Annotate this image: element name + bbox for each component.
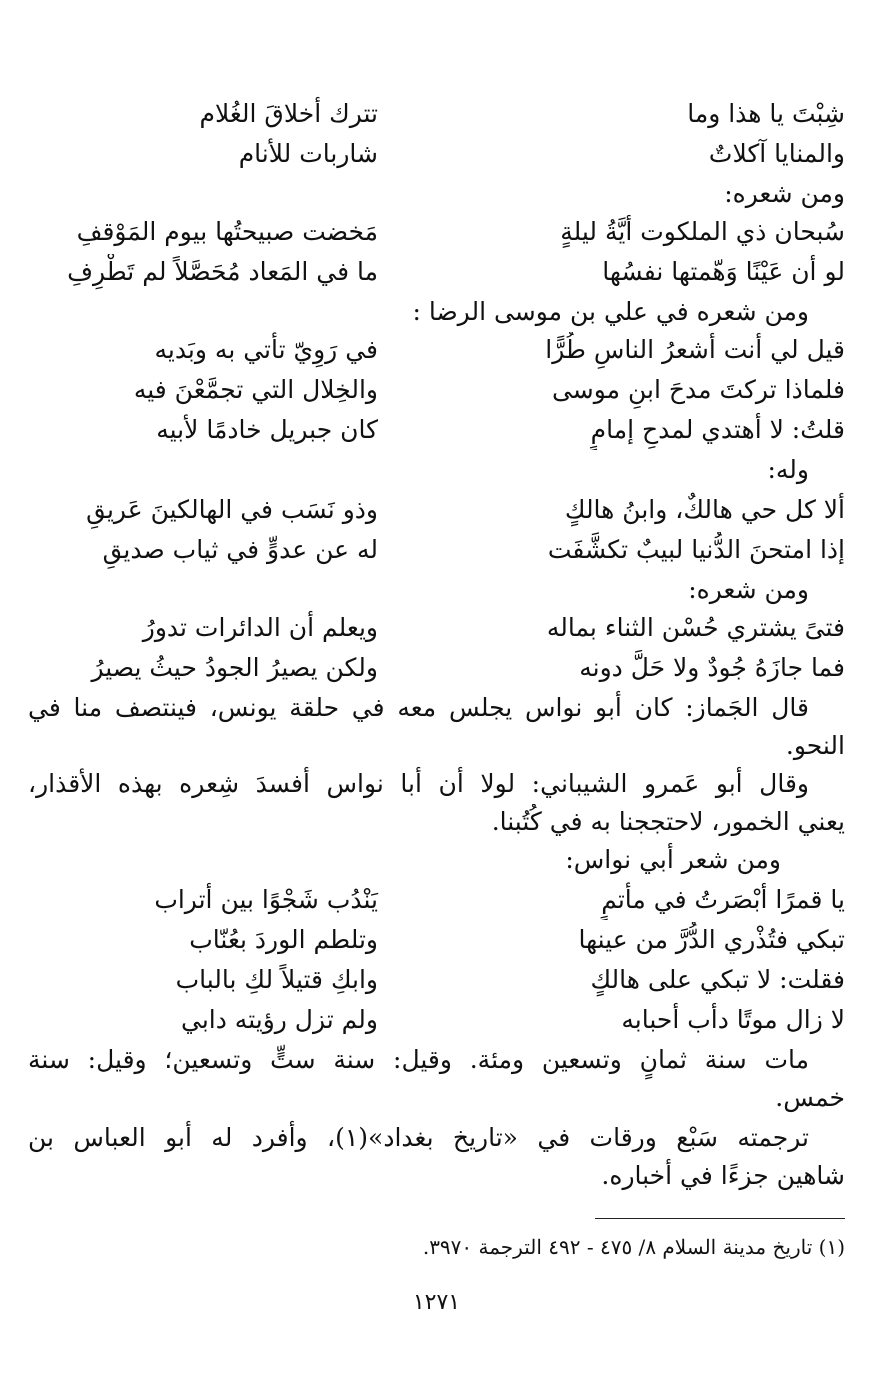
poem3-verse-3 bbox=[28, 412, 845, 450]
hemistich: لو أن عَيْنًا وَهّمتها نفسُها bbox=[602, 257, 845, 286]
hemistich: فما جازَهُ جُودٌ ولا حَلَّ دونه bbox=[579, 653, 845, 682]
hemistich: والخِلال التي تجمَّعْنَ فيه bbox=[133, 375, 378, 404]
hemistich: فلماذا تركتَ مدحَ ابنِ موسى bbox=[551, 375, 845, 404]
hemistich: شِبْتَ يا هذا وما bbox=[687, 99, 845, 128]
hemistich: ألا كل حي هالكٌ، وابنُ هالكٍ bbox=[564, 495, 845, 524]
hemistich: شاربات للأنام bbox=[238, 139, 378, 168]
hemistich: يَنْدُب شَجْوًا بين أتراب bbox=[154, 885, 378, 914]
poem6-verse-4 bbox=[28, 1002, 845, 1040]
paragraph-line: خمس. bbox=[775, 1083, 845, 1112]
hemistich: والمنايا آكلاتٌ bbox=[708, 139, 845, 168]
hemistich: وتلطم الوردَ بعُنّاب bbox=[189, 925, 378, 954]
paragraph-line: وقال أبو عَمرو الشيباني: لولا أن أبا نواس أفسدَ شِعره بهذه الأقذار، bbox=[28, 769, 809, 798]
poem2-verse-1 bbox=[28, 214, 845, 252]
poem3-verse-2 bbox=[28, 372, 845, 410]
hemistich: فقلت: لا تبكي على هالكٍ bbox=[590, 965, 845, 994]
paragraph-line: ترجمته سَبْع ورقات في «تاريخ بغداد»(١)، وأفرد له أبو العباس بن bbox=[28, 1123, 809, 1152]
hemistich: يا قمرًا أبْصَرتُ في مأتمٍ bbox=[601, 885, 845, 914]
poem3-verse-1 bbox=[28, 332, 845, 370]
hemistich: لا زال موتًا دأب أحبابه bbox=[621, 1005, 845, 1034]
page-number: ١٢٧١ bbox=[412, 1290, 461, 1315]
intro-line: ومن شعره: bbox=[724, 179, 845, 208]
poem6-verse-3 bbox=[28, 962, 845, 1000]
hemistich: ما في المَعاد مُحَصَّلاً لم تَطْرِفِ bbox=[67, 257, 378, 286]
hemistich: قلتُ: لا أهتدي لمدحِ إمامٍ bbox=[590, 415, 845, 444]
poem4-verse-1 bbox=[28, 492, 845, 530]
poem2-verse-2 bbox=[28, 254, 845, 292]
intro-line: وله: bbox=[767, 455, 809, 484]
hemistich: كان جبريل خادمًا لأبيه bbox=[156, 415, 378, 444]
hemistich: له عن عدوٍّ في ثياب صديقِ bbox=[102, 535, 378, 564]
hemistich: مَخضت صبيحتُها بيوم المَوْقفِ bbox=[76, 217, 378, 246]
hemistich: تبكي فتُذْري الدُّرَّ من عينها bbox=[578, 925, 845, 954]
hemistich: في رَوِيّ تأتي به وبَديه bbox=[154, 335, 378, 364]
hemistich: قيل لي أنت أشعرُ الناسِ طُرًّا bbox=[545, 335, 845, 364]
paragraph-line: النحو. bbox=[785, 731, 845, 760]
paragraph-line: مات سنة ثمانٍ وتسعين ومئة. وقيل: سنة ستٍّ وتسعين؛ وقيل: سنة bbox=[28, 1045, 809, 1074]
poem1-verse-2 bbox=[28, 136, 845, 174]
hemistich: وابكِ قتيلاً لكِ بالباب bbox=[175, 965, 378, 994]
hemistich: تترك أخلاقَ الغُلام bbox=[199, 99, 378, 128]
hemistich: فتىً يشتري حُسْن الثناء بماله bbox=[546, 613, 845, 642]
paragraph-line: شاهين جزءًا في أخباره. bbox=[601, 1161, 845, 1190]
hemistich: سُبحان ذي الملكوت أيَّةُ ليلةٍ bbox=[560, 217, 845, 246]
poem5-verse-1 bbox=[28, 610, 845, 648]
hemistich: ويعلم أن الدائرات تدورُ bbox=[142, 613, 378, 642]
paragraph-line: يعني الخمور، لاحتججنا به في كُتُبنا. bbox=[491, 807, 845, 836]
poem5-verse-2 bbox=[28, 650, 845, 688]
footnote-divider bbox=[595, 1218, 845, 1219]
footnote: (١) تاريخ مدينة السلام ٨/ ٤٧٥ - ٤٩٢ الترجمة ٣٩٧٠. bbox=[422, 1235, 845, 1259]
poem6-verse-1 bbox=[28, 882, 845, 920]
hemistich: ولكن يصيرُ الجودُ حيثُ يصيرُ bbox=[91, 653, 378, 682]
poem1-verse-1 bbox=[28, 96, 845, 134]
poem6-verse-2 bbox=[28, 922, 845, 960]
hemistich: وذو نَسَب في الهالكينَ عَريقِ bbox=[86, 495, 378, 524]
hemistich: ولم تزل رؤيته دابي bbox=[180, 1005, 378, 1034]
intro-line: ومن شعره في علي بن موسى الرضا : bbox=[412, 297, 809, 326]
paragraph-line: قال الجَماز: كان أبو نواس يجلس معه في حلقة يونس، فينتصف منا في bbox=[28, 693, 809, 722]
intro-line: ومن شعر أبي نواس: bbox=[565, 845, 781, 874]
poem4-verse-2 bbox=[28, 532, 845, 570]
hemistich: إذا امتحنَ الدُّنيا لبيبٌ تكشَّفَت bbox=[547, 535, 845, 564]
intro-line: ومن شعره: bbox=[688, 575, 809, 604]
